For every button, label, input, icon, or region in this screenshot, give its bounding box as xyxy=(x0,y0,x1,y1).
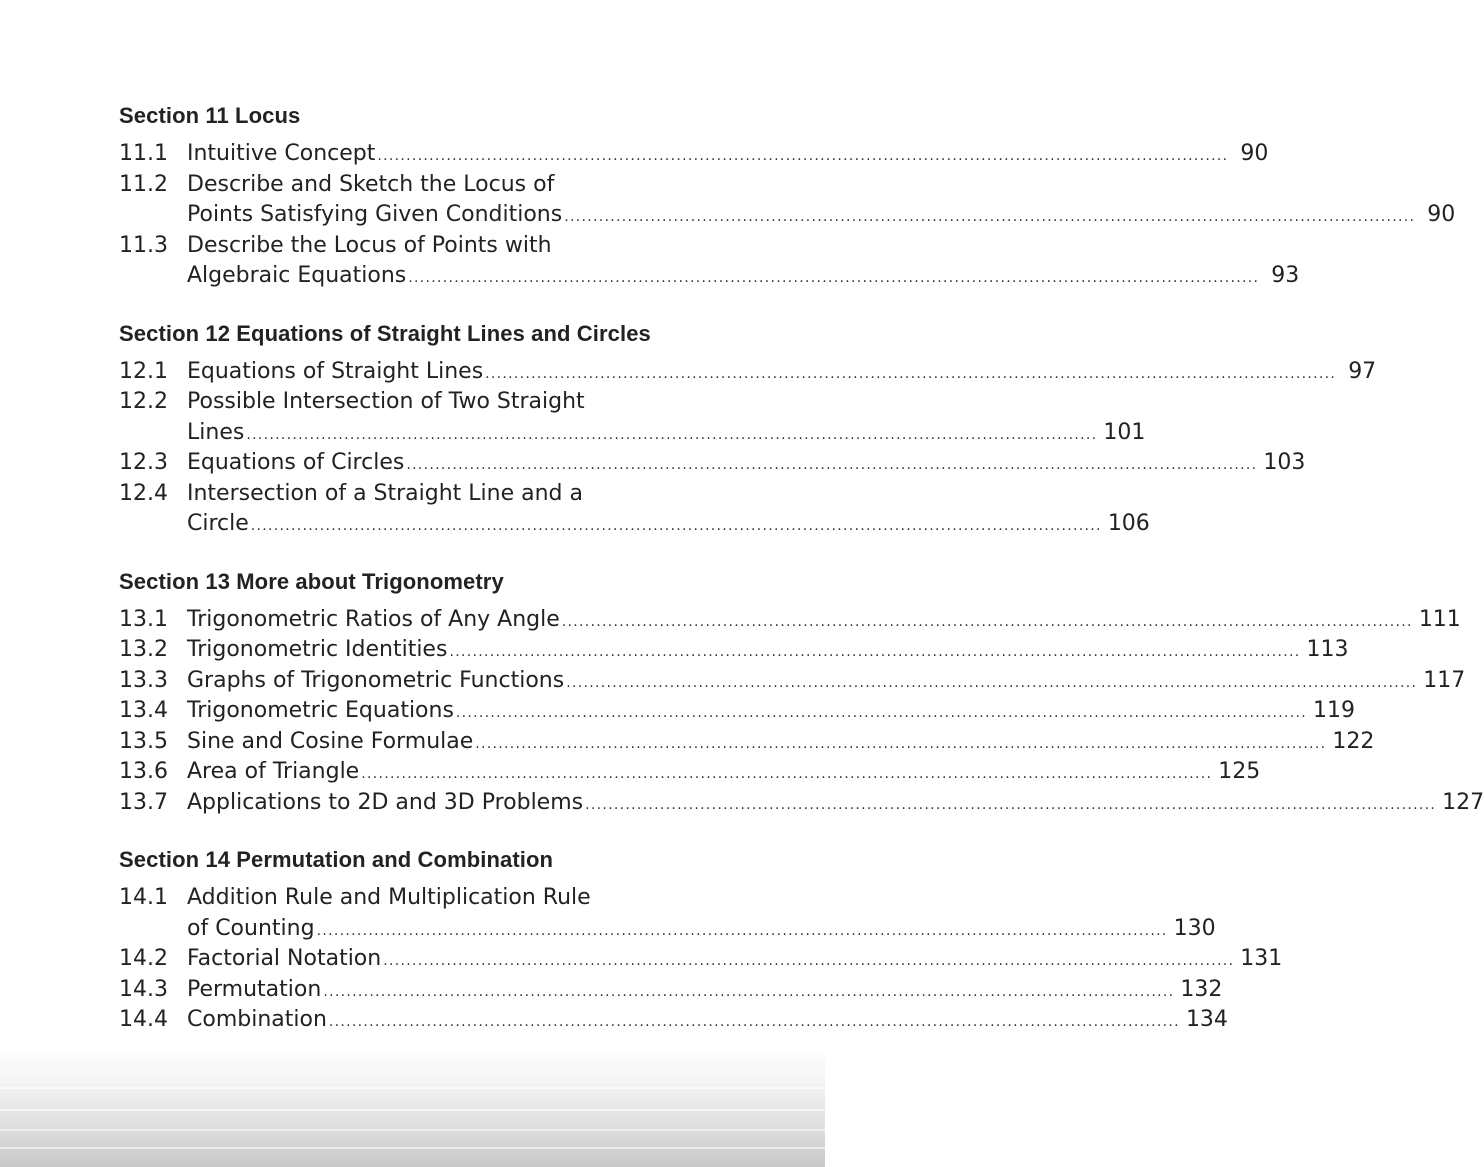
entry-title: Sine and Cosine Formulae xyxy=(187,728,474,754)
page-number: 97 xyxy=(1348,358,1377,384)
dot-leader xyxy=(383,946,1234,977)
entry-line xyxy=(187,975,1222,1006)
entry-title: Lines xyxy=(187,419,245,445)
toc-section xyxy=(119,843,1283,1036)
entry-body xyxy=(187,231,1299,292)
page-number: 132 xyxy=(1180,976,1223,1002)
section-heading: Section 14 Permutation and Combination xyxy=(119,847,554,872)
entry-body xyxy=(187,1005,1228,1036)
toc-entry[interactable] xyxy=(119,944,1283,975)
toc-entry[interactable] xyxy=(119,666,1466,697)
entry-title: Permutation xyxy=(187,976,322,1002)
entry-number: 12.1 xyxy=(119,358,168,384)
entry-title: Factorial Notation xyxy=(187,946,382,971)
entry-body xyxy=(187,727,1374,758)
page-number: 101 xyxy=(1103,419,1146,445)
entry-body xyxy=(187,357,1376,388)
entry-line xyxy=(187,944,1282,975)
toc-entry[interactable] xyxy=(119,975,1223,1006)
toc-entry[interactable] xyxy=(119,448,1306,479)
entry-number: 13.3 xyxy=(119,667,168,693)
entry-title: Algebraic Equations xyxy=(187,263,407,288)
entry-number: 13.7 xyxy=(119,789,168,815)
section-heading: Section 13 More about Trigonometry xyxy=(119,568,504,594)
toc-entry[interactable] xyxy=(119,170,1456,231)
entry-body xyxy=(187,479,1150,540)
entry-line xyxy=(187,170,1455,201)
dot-leader xyxy=(323,977,1174,1008)
entry-line xyxy=(187,914,1216,945)
entry-line xyxy=(187,261,1299,292)
entry-number: 13.5 xyxy=(119,728,168,754)
entry-line xyxy=(187,757,1260,788)
entry-line xyxy=(187,788,1484,819)
entry-number: 14.1 xyxy=(119,885,168,910)
entry-body xyxy=(187,605,1461,636)
toc-entry[interactable] xyxy=(119,1005,1228,1036)
toc-entry[interactable] xyxy=(119,231,1300,292)
table-of-contents xyxy=(119,99,1484,1061)
entry-line xyxy=(187,200,1455,231)
dot-leader xyxy=(456,698,1307,729)
entry-line xyxy=(187,1005,1228,1036)
entry-number: 13.6 xyxy=(119,759,168,784)
entry-number: 14.3 xyxy=(119,976,168,1002)
entry-line xyxy=(187,448,1305,479)
entry-body xyxy=(187,975,1222,1006)
toc-entry[interactable] xyxy=(119,727,1375,758)
page-number: 125 xyxy=(1218,759,1261,784)
toc-entry[interactable] xyxy=(119,757,1261,788)
page-number: 90 xyxy=(1427,202,1456,227)
entry-body xyxy=(187,170,1455,231)
page-number: 130 xyxy=(1173,915,1216,941)
entry-body xyxy=(187,448,1305,479)
entry-title: of Counting xyxy=(187,915,315,941)
entry-title: Possible Intersection of Two Straight xyxy=(187,389,585,414)
page-number: 90 xyxy=(1240,141,1269,166)
toc-section xyxy=(119,317,1377,540)
toc-entry[interactable] xyxy=(119,357,1377,388)
toc-entry[interactable] xyxy=(119,788,1484,819)
dot-leader xyxy=(361,759,1212,790)
toc-entry[interactable] xyxy=(119,605,1461,636)
toc-entry[interactable] xyxy=(119,635,1349,666)
toc-section xyxy=(119,99,1456,292)
entry-number: 12.3 xyxy=(119,450,168,475)
entry-title: Area of Triangle xyxy=(187,759,360,784)
page-number: 93 xyxy=(1271,263,1300,288)
entry-title: Describe and Sketch the Locus of xyxy=(187,171,555,197)
page-number: 111 xyxy=(1418,606,1461,632)
entry-body xyxy=(187,696,1355,727)
entry-title: Trigonometric Equations xyxy=(187,698,454,723)
entry-title: Intuitive Concept xyxy=(187,141,376,166)
dot-leader xyxy=(317,916,1168,947)
section-heading: Section 12 Equations of Straight Lines and Circles xyxy=(119,320,651,346)
dot-leader xyxy=(251,511,1102,542)
dot-leader xyxy=(408,263,1259,294)
entry-title: Equations of Circles xyxy=(187,450,405,475)
entry-line xyxy=(187,696,1355,727)
page-number: 122 xyxy=(1332,728,1375,754)
entry-title: Equations of Straight Lines xyxy=(187,358,484,384)
entry-number: 11.1 xyxy=(119,141,168,166)
entry-line xyxy=(187,605,1461,636)
entry-number: 14.4 xyxy=(119,1007,168,1032)
entry-body xyxy=(187,139,1268,170)
page-number: 106 xyxy=(1107,511,1150,536)
dot-leader xyxy=(562,607,1413,638)
entry-line xyxy=(187,357,1376,388)
page-number: 131 xyxy=(1240,946,1283,971)
entry-number: 13.4 xyxy=(119,698,168,723)
toc-section xyxy=(119,565,1484,819)
entry-number: 13.2 xyxy=(119,637,168,662)
entry-line xyxy=(187,727,1374,758)
entry-line xyxy=(187,387,1145,418)
entry-title: Points Satisfying Given Conditions xyxy=(187,202,563,227)
dot-leader xyxy=(566,668,1417,699)
page-number: 119 xyxy=(1312,698,1355,723)
entry-line xyxy=(187,479,1150,510)
entry-title: Trigonometric Ratios of Any Angle xyxy=(187,606,560,632)
entry-title: Applications to 2D and 3D Problems xyxy=(187,789,584,815)
entry-number: 11.3 xyxy=(119,232,168,258)
entry-line xyxy=(187,666,1465,697)
section-heading: Section 11 Locus xyxy=(119,103,301,128)
dot-leader xyxy=(406,450,1257,481)
entry-title: Intersection of a Straight Line and a xyxy=(187,480,583,506)
entry-line xyxy=(187,139,1268,170)
entry-number: 11.2 xyxy=(119,171,168,197)
entry-title: Combination xyxy=(187,1007,327,1032)
dot-leader xyxy=(475,729,1326,760)
entry-title: Describe the Locus of Points with xyxy=(187,232,552,258)
page-number: 113 xyxy=(1306,637,1349,662)
page-number: 134 xyxy=(1185,1007,1228,1032)
page-number: 127 xyxy=(1442,789,1484,815)
entry-body xyxy=(187,883,1216,944)
entry-body xyxy=(187,635,1348,666)
dot-leader xyxy=(449,637,1300,668)
dot-leader xyxy=(485,359,1336,390)
page-footer-band xyxy=(0,1047,825,1167)
toc-entry[interactable] xyxy=(119,387,1146,448)
entry-title: Graphs of Trigonometric Functions xyxy=(187,667,565,693)
dot-leader xyxy=(585,790,1436,821)
entry-line xyxy=(187,635,1348,666)
toc-entry[interactable] xyxy=(119,139,1269,170)
entry-number: 14.2 xyxy=(119,946,168,971)
entry-line xyxy=(187,231,1299,262)
page-number: 103 xyxy=(1263,450,1306,475)
page-number: 117 xyxy=(1423,667,1466,693)
dot-leader xyxy=(564,202,1415,233)
entry-title: Trigonometric Identities xyxy=(187,637,448,662)
entry-number: 13.1 xyxy=(119,606,168,632)
entry-body xyxy=(187,666,1465,697)
entry-title: Addition Rule and Multiplication Rule xyxy=(187,885,591,910)
entry-title: Circle xyxy=(187,511,249,536)
entry-line xyxy=(187,509,1150,540)
toc-entry[interactable] xyxy=(119,479,1150,540)
entry-body xyxy=(187,757,1260,788)
entry-line xyxy=(187,883,1216,914)
toc-entry[interactable] xyxy=(119,696,1355,727)
entry-body xyxy=(187,788,1484,819)
entry-line xyxy=(187,418,1145,449)
dot-leader xyxy=(329,1007,1180,1038)
entry-number: 12.4 xyxy=(119,480,168,506)
toc-entry[interactable] xyxy=(119,883,1216,944)
entry-body xyxy=(187,944,1282,975)
dot-leader xyxy=(377,141,1228,172)
entry-number: 12.2 xyxy=(119,389,168,414)
dot-leader xyxy=(246,420,1097,451)
entry-body xyxy=(187,387,1145,448)
